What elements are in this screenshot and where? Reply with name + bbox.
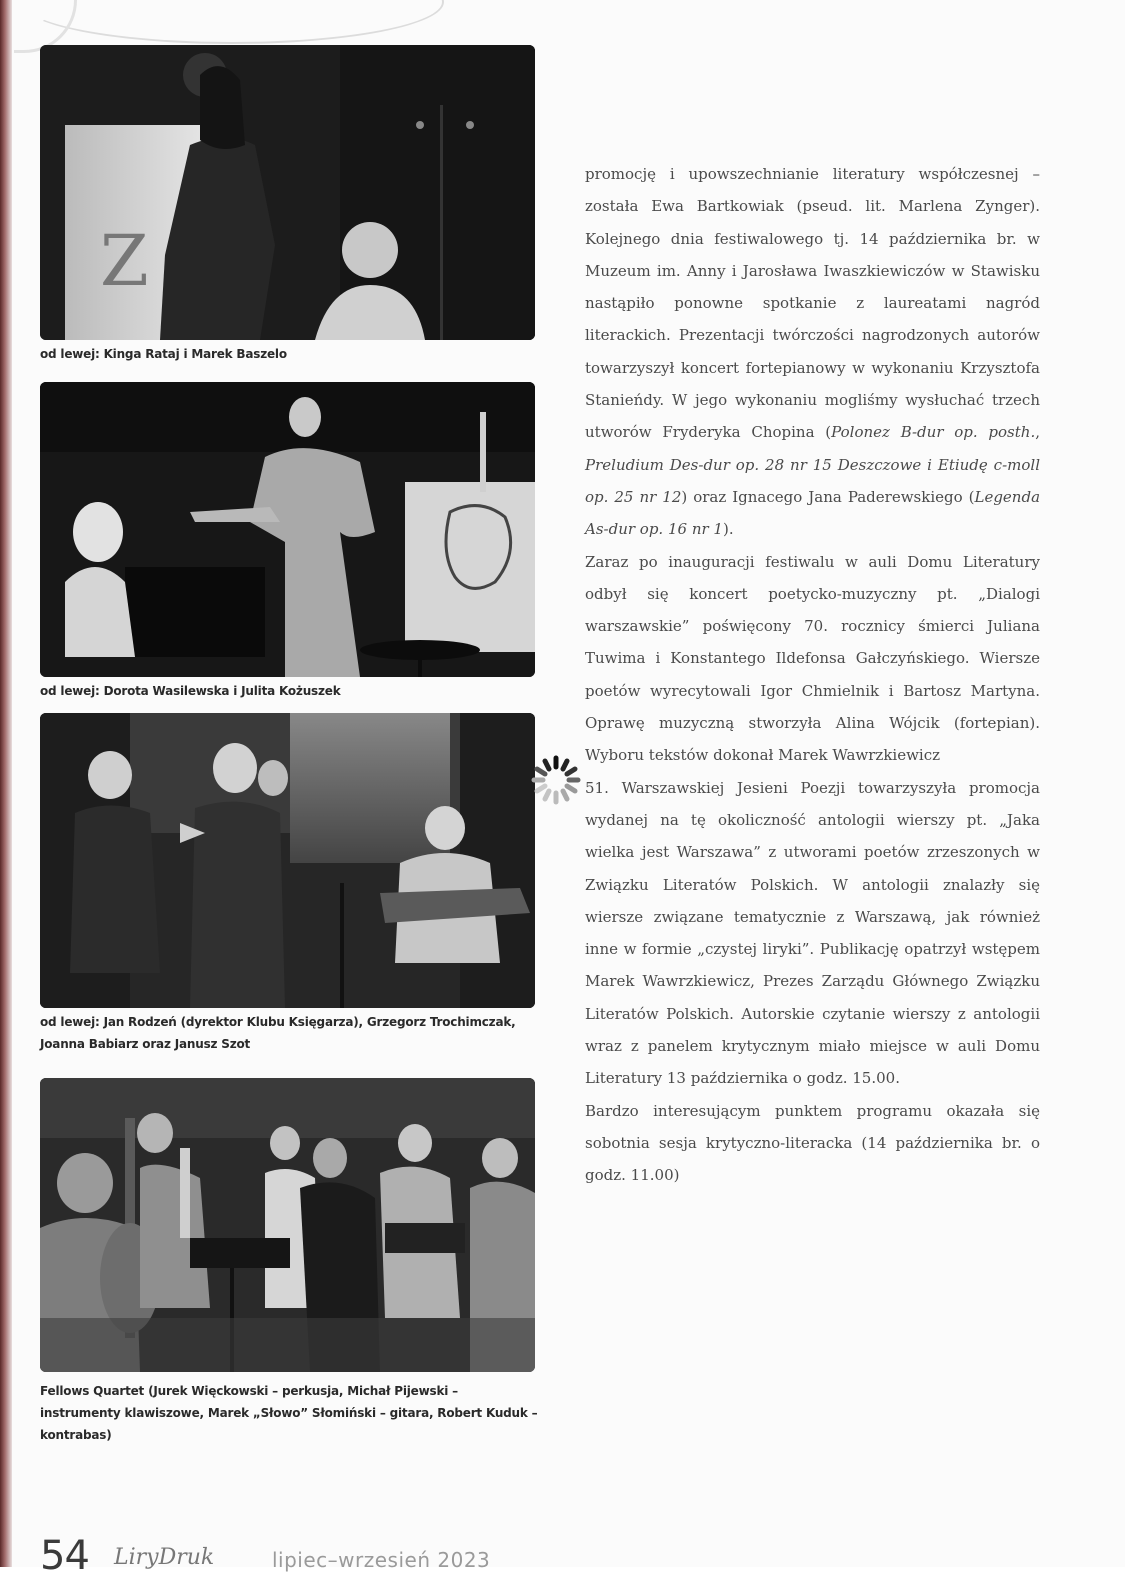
binding-edge <box>0 0 12 1567</box>
page-number: 54 <box>40 1533 89 1579</box>
article-text-column <box>585 158 1040 1192</box>
article-paragraph-2: Zaraz po inauguracji festiwalu w auli Domu Literatury odbył się koncert poetycko-muzyczny pt. „Dialogi warszawskie” poświęcony 70. rocznicy śmierci Juliana Tuwima i Konstantego Ildefonsa Gałczyńskiego. Wiersze poetów wyrecytowali Igor Chmielnik i Bartosz Martyna. Oprawę muzyczną stworzyła Alina Wójcik (fortepian). Wyboru tekstów dokonał Marek Wawrzkiewicz <box>585 552 1040 765</box>
issue-date: lipiec–wrzesień 2023 <box>272 1548 491 1572</box>
photo-caption-3: od lewej: Jan Rodzeń (dyrektor Klubu Księgarza), Grzegorz Trochimczak, Joanna Babiarz oraz Janusz Szot <box>40 1015 516 1051</box>
photo-caption-1: od lewej: Kinga Rataj i Marek Baszelo <box>40 347 287 361</box>
loading-spinner-icon <box>528 752 584 808</box>
magazine-logo: LiryDruk <box>114 1545 215 1570</box>
photo-caption-4: Fellows Quartet (Jurek Więckowski – perkusja, Michał Pijewski – instrumenty klawiszowe, Marek „Słowo” Słomiński – gitara, Robert Kuduk – kontrabas) <box>40 1384 538 1442</box>
banner-letter: Z <box>100 220 149 302</box>
photo-speakers-guitarist <box>40 713 535 1008</box>
photo-quartet <box>40 1078 535 1372</box>
photo-singer-stage <box>40 45 535 340</box>
article-paragraph-3: 51. Warszawskiej Jesieni Poezji towarzyszyła promocja wydanej na tę okoliczność antologii wierszy pt. „Jaka wielka jest Warszawa” z utworami poetów zrzeszonych w Związku Literatów Polskich. W antologii znalazły się wiersze związane tematycznie z Warszawą, jak również inne w formie „czystej liryki”. Publikację opatrzył wstępem Marek Wawrzkiewicz, Prezes Zarządu Głównego Związku Literatów Polskich. Autorskie czytanie wierszy z antologii wraz z panelem krytycznym miało miejsce w auli Domu Literatury 13 października o godz. 15.00. <box>585 778 1040 1088</box>
photo-piano-singer <box>40 382 535 677</box>
article-paragraph-4: Bardzo interesującym punktem programu okazała się sobotnia sesja krytyczno-literacka (14 października br. o godz. 11.00) <box>585 1101 1040 1185</box>
article-paragraph-1: promocję i upowszechnianie literatury współczesnej – została Ewa Bartkowiak (pseud. lit. Marlena Zynger). Kolejnego dnia festiwalowego tj. 14 października br. w Muzeum im. Anny i Jarosława Iwaszkiewiczów w Stawisku nastąpiło ponowne spotkanie z laureatami nagród literackich. Prezentacji twórczości nagrodzonych autorów towarzyszył koncert fortepianowy w wykonaniu Krzysztofa Stanieńdy. W jego wykonaniu mogliśmy wysłuchać trzech utworów Fryderyka Chopina (Polonez B-dur op. posth., Preludium Des-dur op. 28 nr 15 Deszczowe i Etiudę c-moll op. 25 nr 12) oraz Ignacego Jana Paderewskiego (Legenda As-dur op. 16 nr 1). <box>585 165 1041 539</box>
photo-caption-2: od lewej: Dorota Wasilewska i Julita Kożuszek <box>40 684 341 698</box>
